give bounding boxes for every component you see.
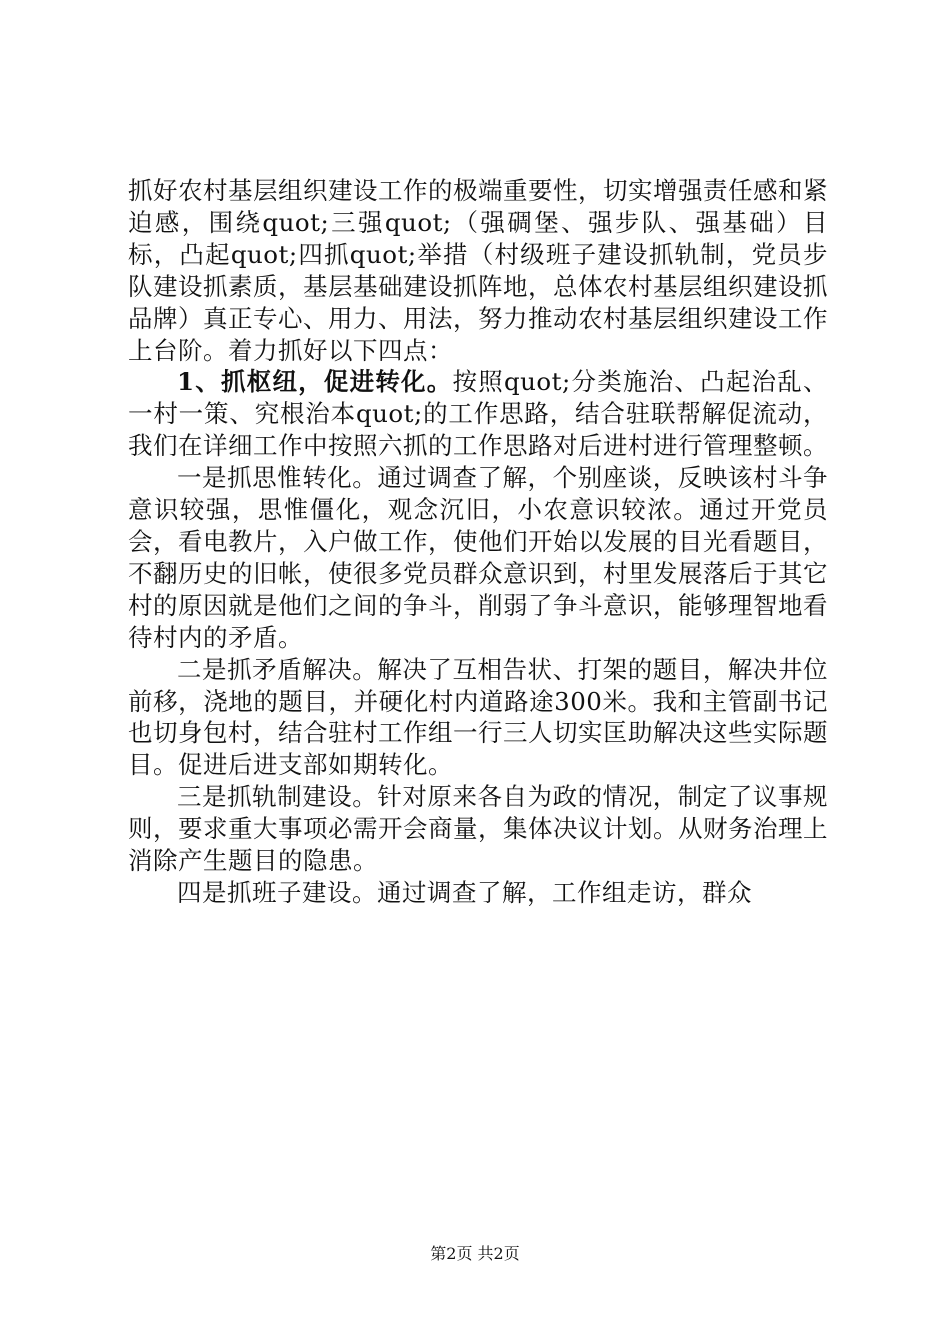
paragraph-point-1 bbox=[128, 366, 828, 462]
paragraph-text: 按照quot;分类施治、凸起治乱、一村一策、究根治本quot;的工作思路，结合驻联帮解促流动，我们在详细工作中按照六抓的工作思路对后进村进行管理整顿。 bbox=[128, 367, 829, 461]
page-number-label: 第2页 共2页 bbox=[430, 1244, 520, 1263]
paragraph-text: 四是抓班子建设。通过调查了解，工作组走访，群众 bbox=[177, 877, 752, 907]
paragraph-text: 三是抓轨制建设。针对原来各自为政的情况，制定了议事规则，要求重大事项必需开会商量，集体决议计划。从财务治理上消除产生题目的隐患。 bbox=[128, 782, 828, 876]
paragraph-thinking bbox=[128, 462, 828, 653]
page-footer bbox=[0, 1243, 950, 1265]
paragraph-text: 一是抓思惟转化。通过调查了解，个别座谈，反映该村斗争意识较强，思惟僵化，观念沉旧，小农意识较浓。通过开党员会，看电教片，入户做工作，使他们开始以发展的目光看题目，不翻历史的旧帐，使很多党员群众意识到，村里发展落后于其它村的原因就是他们之间的争斗，削弱了争斗意识，能够理智地看待村内的矛盾。 bbox=[128, 463, 828, 652]
paragraph-conflict bbox=[128, 654, 828, 782]
paragraph-team bbox=[128, 877, 828, 909]
paragraph-text: 抓好农村基层组织建设工作的极端重要性，切实增强责任感和紧迫感，围绕quot;三强quot;（强碉堡、强步队、强基础）目标，凸起quot;四抓quot;举措（村级班子建设抓轨制，党员步队建设抓素质，基层基础建设抓阵地，总体农村基层组织建设抓品牌）真正专心、用力、用法，努力推动农村基层组织建设工作上台阶。着力抓好以下四点： bbox=[128, 176, 828, 365]
paragraph-text: 二是抓矛盾解决。解决了互相告状、打架的题目，解决井位前移，浇地的题目，并硬化村内道路途300米。我和主管副书记也切身包村，结合驻村工作组一行三人切实匡助解决这些实际题目。促进后进支部如期转化。 bbox=[128, 654, 828, 780]
paragraph-intro bbox=[128, 175, 828, 366]
document-body bbox=[128, 175, 828, 909]
paragraph-system bbox=[128, 781, 828, 877]
paragraph-lead-heading: 1、抓枢纽，促进转化。 bbox=[177, 367, 453, 397]
